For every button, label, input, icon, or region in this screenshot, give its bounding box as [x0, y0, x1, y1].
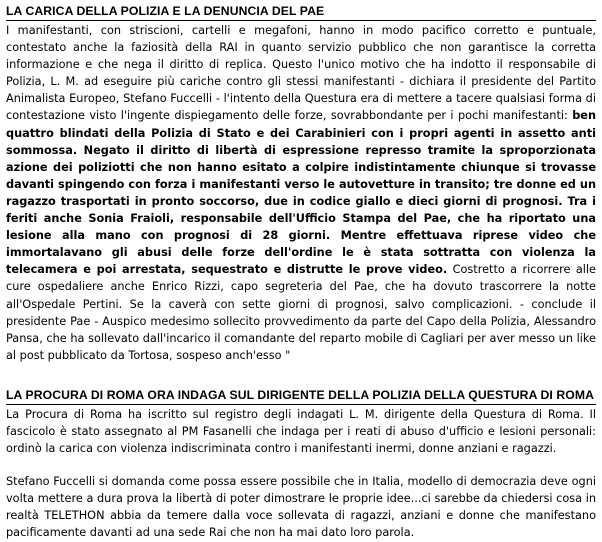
paragraph-text-conclusion: Costretto a ricorrere alle cure ospedaliere anche Enrico Rizzi, capo segreteria del Pae, che ha dovuto trascorrere la notte all'Ospedale Pertini. Se la caverà con sette giorni di prognosi, salvo complicazioni. - conclude il presidente Pae - Auspico medesimo sollecito provvedimento da parte del Capo della Polizia, Alessandro Pansa, che ha sollevato dall'incarico il comandante del reparto mobile di Cagliari per aver messo un like al post pubblicato da Tortosa, sospeso anch'esso " [6, 263, 596, 362]
section-title-prosecutor: LA PROCURA DI ROMA ORA INDAGA SUL DIRIGENTE DELLA POLIZIA DELLA QUESTURA DI ROMA [6, 387, 596, 405]
paragraph-spacer [6, 457, 596, 473]
section-prosecutor [6, 387, 596, 542]
section-police-charge [6, 3, 596, 364]
paragraph-text-intro: I manifestanti, con striscioni, cartelli e megafoni, hanno in modo pacifico corretto e puntuale, contestato anche la faziosità della RAI in quanto servizio pubblico che non garantisce la corretta informazione e che nega il diritto di replica. Questo l'unico motivo che ha indotto il responsabile di Polizia, L. M. ad eseguire più cariche contro gli stessi manifestanti - dichiara il presidente del Partito Animalista Europeo, Stefano Fuccelli - l'intento della Questura era di mettere a tacere qualsiasi forma di contestazione visto l'ingente dispiegamento delle forze, sovrabbondante per i pochi manifestanti: [6, 24, 596, 123]
article-paragraph-fuccelli: Stefano Fuccelli si domanda come possa essere possibile che in Italia, modello di democrazia deve ogni volta mettere a dura prova la libertà di poter dimostrare le proprie idee...ci sarebbe da chiedersi cosa in realtà TELETHON abbia da temere dalla voce sollevata di ragazzi, anziani e donne che manifestano pacificamente davanti ad una sede Rai che non ha mai dato loro parola. [6, 475, 596, 540]
paragraph-text-bold: ben quattro blindati della Polizia di Stato e dei Carabinieri con i propri agenti in assetto anti sommossa. Negato il diritto di libertà di espressione represso tramite la sproporzionata azione dei poliziotti che non hanno esitato a colpire indistintamente chiunque si trovasse davanti spingendo con forza i manifestanti verso le autovetture in transito; tre donne ed un ragazzo trasportati in pronto soccorso, due in codice giallo e dieci giorni di prognosi. Tra i feriti anche Sonia Fraioli, responsabile dell'Ufficio Stampa del Pae, che ha riportato una lesione alla mano con prognosi di 28 giorni. Mentre effettuava riprese video che immortalavano gli abusi delle forze dell'ordine le è stata sottratta con violenza la telecamera e poi arrestata, sequestrato e distrutte le prove video. [6, 109, 596, 277]
section-spacer [6, 364, 596, 387]
article-paragraph-police-charge [6, 22, 596, 364]
section-title-police-charge: LA CARICA DELLA POLIZIA E LA DENUNCIA DEL PAE [6, 3, 596, 21]
article-paragraph-prosecutor: La Procura di Roma ha iscritto sul registro degli indagati L. M. dirigente della Questura di Roma. Il fascicolo è stato assegnato al PM Fasanelli che indaga per i reati di abuso d'ufficio e lesioni personali: ordinò la carica con violenza indiscriminata contro i manifestanti inermi, donne anziani e ragazzi. [6, 407, 596, 456]
